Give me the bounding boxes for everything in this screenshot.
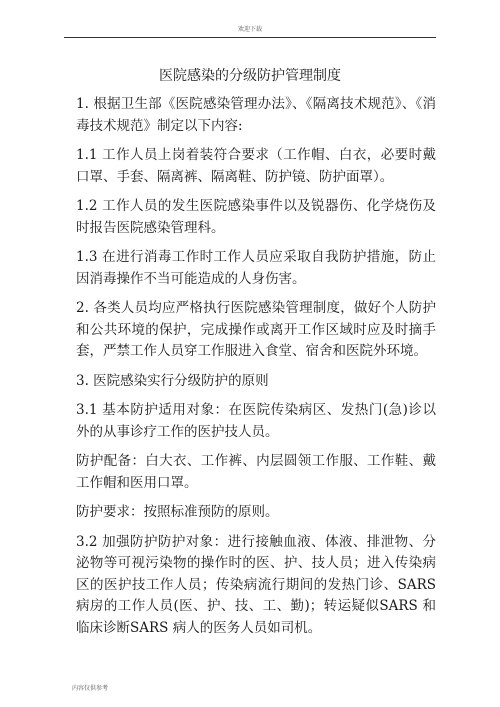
- document-title: 医院感染的分级防护管理制度: [159, 68, 341, 84]
- paragraph-1-2: 1.2 工作人员的发生医院感染事件以及锐器伤、化学烧伤及时报告医院感染管理科。: [76, 198, 436, 236]
- paragraph-2: 2. 各类人员均应严格执行医院感染管理制度，做好个人防护和公共环境的保护，完成操作或离开工作区域时应及时摘手套，严禁工作人员穿工作服进入食堂、宿舍和医院外环境。: [76, 300, 436, 359]
- paragraph-protection-requirement: 防护要求：按照标准预防的原则。: [76, 504, 279, 520]
- page-footer: 内容仅供参考: [72, 685, 109, 692]
- paragraph-protection-equipment: 防护配备：白大衣、工作裤、内层圆领工作服、工作鞋、戴工作帽和医用口罩。: [76, 453, 436, 491]
- paragraph-1-1: 1.1 工作人员上岗着装符合要求（工作帽、白衣，必要时戴口罩、手套、隔离裤、隔离鞋、防护镜、防护面罩）。: [76, 147, 436, 185]
- document-body: [76, 94, 436, 647]
- header-divider: [64, 37, 436, 38]
- paragraph-3: 3. 医院感染实行分级防护的原则: [76, 372, 269, 389]
- page-header: 欢迎下载: [237, 26, 262, 33]
- paragraph-3-2: 3.2 加强防护防护对象：进行接触血液、体液、排泄物、分泌物等可视污染物的操作时的医、护、技人员；进入传染病区的医护技工作人员；传染病流行期间的发热门诊、SARS 病房的工作人员(医、护、技、工、勤)；转运疑似SARS 和临床诊断SARS 病人的医务人员如司机。: [76, 533, 436, 636]
- paragraph-1: 1. 根据卫生部《医院感染管理办法》、《隔离技术规范》、《消毒技术规范》制定以下内容:: [76, 96, 436, 134]
- paragraph-1-3: 1.3 在进行消毒工作时工作人员应采取自我防护措施，防止因消毒操作不当可能造成的人身伤害。: [76, 249, 436, 287]
- paragraph-3-1: 3.1 基本防护适用对象：在医院传染病区、发热门(急)诊以外的从事诊疗工作的医护技人员。: [76, 402, 436, 440]
